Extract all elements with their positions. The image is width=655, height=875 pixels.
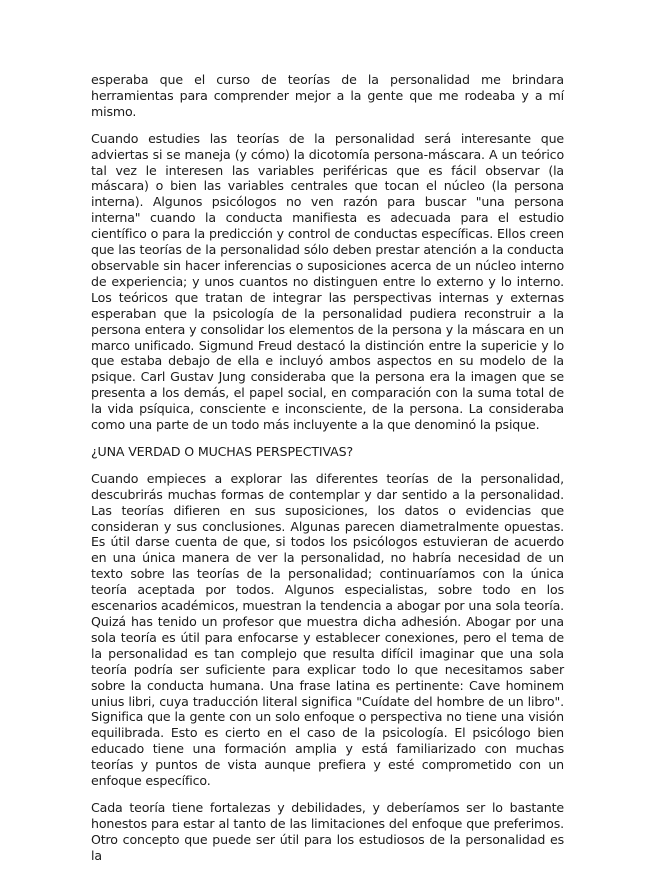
- paragraph-many-perspectives: Cuando empieces a explorar las diferentes teorías de la personalidad, descubrirás muchas formas de contemplar y dar sentido a la personalidad. Las teorías difieren en sus suposiciones, los datos o evidencias que consideran y sus conclusiones. Algunas parecen diametralmente opuestas. Es útil darse cuenta de que, si todos los psicólogos estuvieran de acuerdo en una única manera de ver la personalidad, no habría necesidad de un texto sobre las teorías de la personalidad; continuaríamos con la única teoría aceptada por todos. Algunos especialistas, sobre todo en los escenarios académicos, muestran la tendencia a abogar por una sola teoría. Quizá has tenido un profesor que muestra dicha adhesión. Abogar por una sola teoría es útil para enfocarse y establecer conexiones, pero el tema de la personalidad es tan complejo que resulta difícil imaginar que una sola teoría podría ser suficiente para explicar todo lo que necesitamos saber sobre la conducta humana. Una frase latina es pertinente: Cave hominem unius libri, cuya traducción literal significa "Cuídate del hombre de un libro". Significa que la gente con un solo enfoque o perspectiva no tiene una visión equilibrada. Esto es cierto en el caso de la psicología. El psicólogo bien educado tiene una formación amplia y está familiarizado con muchas teorías y puntos de vista aunque prefiera y esté comprometido con un enfoque específico.: [91, 470, 564, 789]
- paragraph-strengths-weaknesses: Cada teoría tiene fortalezas y debilidades, y deberíamos ser lo bastante honestos para estar al tanto de las limitaciones del enfoque que preferimos. Otro concepto que puede ser útil para los estudiosos de la personalidad es la: [91, 799, 564, 863]
- paragraph-intro-continuation: esperaba que el curso de teorías de la personalidad me brindara herramientas para comprender mejor a la gente que me rodeaba y a mí mismo.: [91, 72, 564, 119]
- section-heading: ¿UNA VERDAD O MUCHAS PERSPECTIVAS?: [91, 443, 353, 459]
- paragraph-persona-mask: Cuando estudies las teorías de la personalidad será interesante que adviertas si se maneja (y cómo) la dicotomía persona-máscara. A un teórico tal vez le interesen las variables periféricas que es fácil observar (la máscara) o bien las variables centrales que tocan el núcleo (la persona interna). Algunos psicólogos no ven razón para buscar "una persona interna" cuando la conducta manifiesta es adecuada para el estudio científico o para la predicción y control de conductas específicas. Ellos creen que las teorías de la personalidad sólo deben prestar atención a la conducta observable sin hacer inferencias o suposiciones acerca de un núcleo interno de experiencia; y unos cuantos no distinguen entre lo externo y lo interno. Los teóricos que tratan de integrar las perspectivas internas y externas esperaban que la psicología de la personalidad pudiera reconstruir a la persona entera y consolidar los elementos de la persona y la máscara en un marco unificado. Sigmund Freud destacó la distinción entre la supericie y lo que estaba debajo de ella e incluyó ambos aspectos en su modelo de la psique. Carl Gustav Jung consideraba que la persona era la imagen que se presenta a los demás, el papel social, en comparación con la suma total de la vida psíquica, consciente e inconsciente, de la persona. La consideraba como una parte de un todo más incluyente a la que denominó la psique.: [91, 130, 564, 433]
- document-page: [91, 72, 564, 875]
